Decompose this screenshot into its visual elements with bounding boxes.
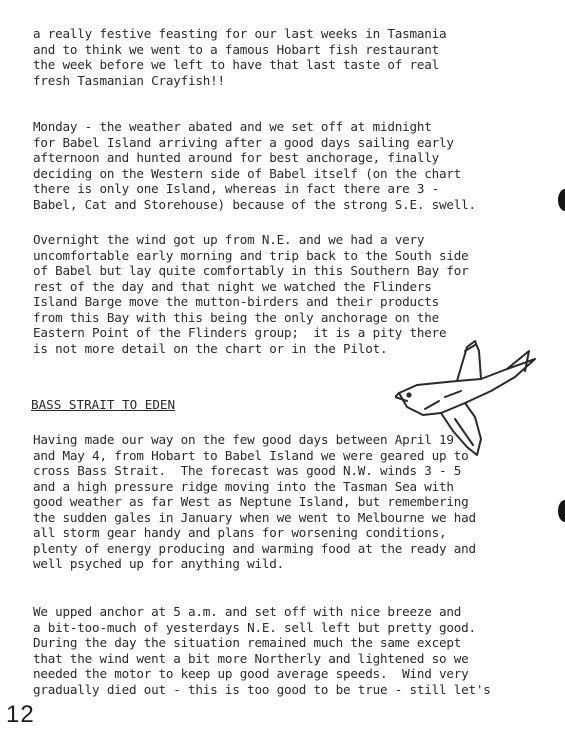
text-line: fresh Tasmanian Crayfish!! [33, 72, 225, 88]
text-line: We upped anchor at 5 a.m. and set off with nice breeze and [33, 604, 462, 619]
text-line: a really festive feasting for our last weeks in Tasmania [33, 26, 447, 41]
text-line: needed the motor to keep up good average speeds. Wind very [33, 666, 469, 681]
text-line: and to think we went to a famous Hobart fish restaurant [33, 41, 440, 57]
text-line: there is only one Island, whereas in fact there are 3 - [33, 181, 440, 196]
text-line: of Babel but lay quite comfortably in this Southern Bay for [33, 263, 469, 278]
text-line: Eastern Point of the Flinders group; it is a pity there [33, 325, 447, 340]
section-heading: BASS STRAIT TO EDEN [31, 397, 176, 412]
text-line: for Babel Island arriving after a good days sailing early [33, 134, 454, 150]
paragraph-crayfish [33, 26, 446, 88]
text-line: Having made our way on the few good days between April 19 [33, 432, 454, 447]
punch-hole [558, 189, 565, 211]
text-line: cross Bass Strait. The forecast was good N.W. winds 3 - 5 [33, 463, 462, 478]
text-line: rest of the day and that night we watched the Flinders [33, 278, 432, 294]
text-line: During the day the situation remained much the same except [33, 635, 462, 650]
page-number: 12 [6, 701, 35, 728]
text-line: plenty of energy producing and warming food at the ready and [33, 540, 476, 556]
text-line: and a high pressure ridge moving into the Tasman Sea with [33, 478, 454, 494]
text-line: and May 4, from Hobart to Babel Island we were geared up to [33, 447, 469, 463]
text-line: good weather as far West as Neptune Island, but remembering [33, 494, 469, 509]
paragraph-upped-anchor [33, 604, 491, 697]
text-line: that the wind went a bit more Northerly and lightened so we [33, 650, 469, 666]
paragraph-babel-island [33, 119, 476, 212]
text-line: Overnight the wind got up from N.E. and we had a very [33, 232, 425, 247]
text-line: deciding on the Western side of Babel itself (on the chart [33, 165, 462, 181]
text-line: from this Bay with this being the only anchorage on the [33, 309, 440, 325]
text-line: afternoon and hunted around for best anchorage, finally [33, 150, 440, 165]
text-line: all storm gear handy and plans for worsening conditions, [33, 525, 447, 540]
text-line: is not more detail on the chart or in the Pilot. [33, 340, 388, 356]
text-line: the sudden gales in January when we went to Melbourne we had [33, 509, 476, 525]
text-line: Babel, Cat and Storehouse) because of the strong S.E. swell. [33, 196, 476, 212]
text-line: the week before we left to have that last taste of real [33, 57, 440, 72]
text-line: well psyched up for anything wild. [33, 556, 284, 571]
text-line: uncomfortable early morning and trip back to the South side [33, 247, 469, 263]
seabird-sketch-icon [395, 339, 545, 459]
text-line: Island Barge move the mutton-birders and their products [33, 294, 440, 309]
text-line: gradually died out - this is too good to be true - still let's [33, 681, 491, 697]
paragraph-overnight-wind [33, 232, 469, 356]
text-line: Monday - the weather abated and we set off at midnight [33, 119, 432, 134]
text-line: a bit-too-much of yesterdays N.E. sell left but pretty good. [33, 619, 476, 635]
punch-hole [558, 500, 565, 522]
